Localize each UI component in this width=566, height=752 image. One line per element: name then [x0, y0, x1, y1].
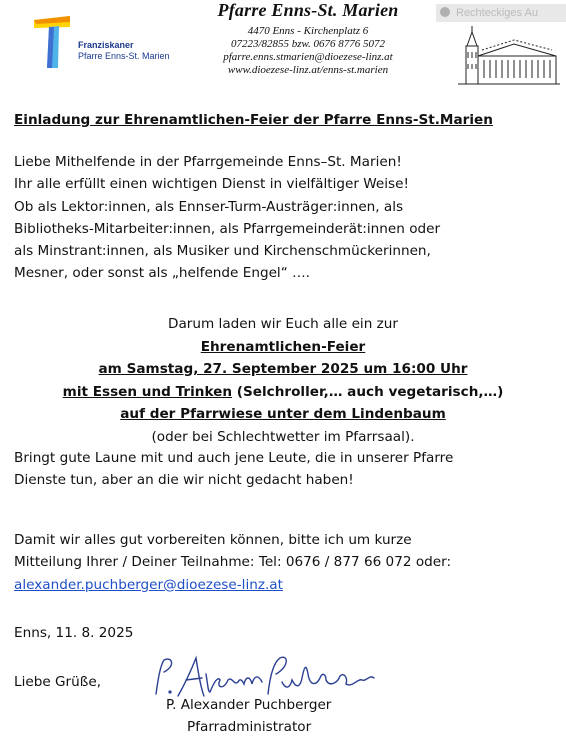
invitation-intro: Darum laden wir Euch alle ein zur	[167, 316, 398, 332]
parish-email: pfarre.enns.stmarien@dioezese-linz.at	[223, 51, 393, 63]
event-food-line	[0, 381, 566, 404]
franciscan-tau-logo	[32, 14, 72, 70]
parish-website: www.dioezese-linz.at/enns-st.marien	[227, 64, 389, 76]
address-line: 4470 Enns - Kirchenplatz 6	[247, 25, 369, 37]
rectangle-snip-overlay[interactable]	[436, 4, 566, 22]
sender-block	[166, 694, 331, 739]
bring-line: Dienste tun, aber an die wir nicht gedacht haben!	[14, 472, 354, 489]
sender-name: P. Alexander Puchberger	[166, 697, 332, 713]
event-food: mit Essen und Trinken	[62, 383, 233, 400]
logo-text	[78, 40, 170, 62]
intro-line: Ob als Lektor:innen, als Ennser-Turm-Austräger:innen, als	[14, 198, 404, 215]
event-alt-location: (oder bei Schlechtwetter im Pfarrsaal).	[151, 428, 415, 445]
church-illustration	[458, 26, 560, 86]
intro-line: Liebe Mithelfende in der Pfarrgemeinde Enns–St. Marien!	[14, 154, 402, 170]
bring-paragraph	[14, 447, 453, 492]
event-location: auf der Pfarrwiese unter dem Lindenbaum	[120, 406, 446, 422]
event-food-note: (Selchroller,… auch vegetarisch,…)	[232, 383, 504, 400]
intro-line: Ihr alle erfüllt einen wichtigen Dienst in vielfältiger Weise!	[14, 176, 409, 193]
overlay-label: Rechteckiges Au	[456, 7, 538, 19]
rsvp-paragraph	[14, 529, 451, 596]
logo-name-line1: Franziskaner	[78, 40, 134, 50]
intro-line: als Minstrant:innen, als Musiker und Kirchenschmückerinnen,	[14, 243, 431, 260]
rsvp-line: Mitteilung Ihrer / Deiner Teilnahme: Tel: 0676 / 877 66 072 oder:	[14, 554, 452, 571]
rsvp-line: Damit wir alles gut vorbereiten können, bitte ich um kurze	[14, 532, 412, 548]
intro-paragraph	[14, 151, 440, 285]
intro-line: Bibliotheks-Mitarbeiter:innen, als Pfarrgemeinderät:innen oder	[14, 220, 441, 237]
letter-heading: Einladung zur Ehrenamtlichen-Feier der Pfarre Enns-St.Marien	[14, 112, 493, 128]
event-name: Ehrenamtlichen-Feier	[200, 338, 366, 355]
greeting: Liebe Grüße,	[14, 674, 102, 690]
phone-line: 07223/82855 bzw. 0676 8776 5072	[230, 38, 386, 50]
event-date-time: am Samstag, 27. September 2025 um 16:00 Uhr	[98, 361, 468, 377]
invitation-block	[0, 313, 566, 448]
bring-line: Bringt gute Laune mit und auch jene Leute, die in unserer Pfarre	[14, 450, 454, 466]
intro-line: Mesner, oder sonst als „helfende Engel“ ….	[14, 265, 310, 282]
rsvp-email-link[interactable]: alexander.puchberger@dioezese-linz.at	[14, 576, 283, 593]
record-icon	[440, 7, 450, 17]
sender-role: Pfarradministrator	[187, 719, 312, 736]
logo-name-line2: Pfarre Enns-St. Marien	[78, 51, 170, 61]
parish-title: Pfarre Enns-St. Marien	[217, 0, 399, 20]
place-date: Enns, 11. 8. 2025	[14, 625, 134, 641]
